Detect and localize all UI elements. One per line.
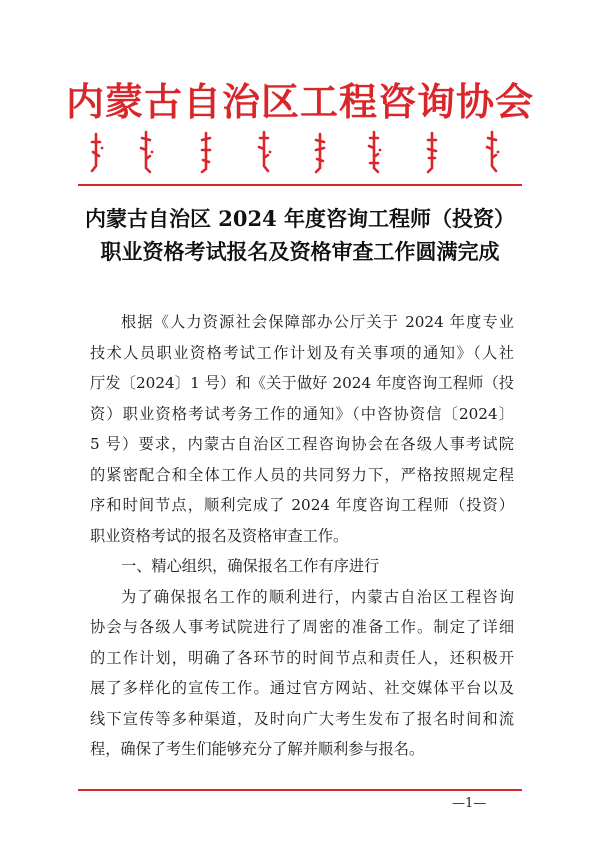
masthead-divider-line bbox=[78, 184, 522, 186]
title-line-2: 职业资格考试报名及资格审查工作圆满完成 bbox=[100, 239, 500, 264]
body-line: 技术人员职业资格考试工作计划及有关事项的通知》（人社 bbox=[90, 343, 514, 362]
body-line: 的紧密配合和全体工作人员的共同努力下，严格按照规定程 bbox=[90, 465, 514, 484]
section-heading: 一、精心组织，确保报名工作有序进行 bbox=[121, 557, 380, 575]
body-line: 根据《人力资源社会保障部办公厅关于 2024 年度专业 bbox=[121, 313, 514, 331]
body-line: 资）职业资格考试考务工作的通知》（中咨协资信〔2024〕 bbox=[90, 404, 514, 423]
footer-divider-line bbox=[78, 789, 522, 791]
body-line: 为了确保报名工作的顺利进行，内蒙古自治区工程咨询 bbox=[121, 587, 514, 606]
masthead-org-name: 内蒙古自治区工程咨询协会 bbox=[65, 79, 534, 124]
body-line: 厅发〔2024〕1 号）和《关于做好 2024 年度咨询工程师（投 bbox=[90, 374, 514, 392]
title-line-1: 内蒙古自治区 2024 年度咨询工程师（投资） bbox=[84, 206, 516, 231]
body-line: 程，确保了考生们能够充分了解并顺利参与报名。 bbox=[90, 740, 425, 758]
document-body bbox=[90, 307, 514, 765]
page-number: —1— bbox=[452, 796, 487, 811]
body-line: 协会与各级人事考试院进行了周密的准备工作。制定了详细 bbox=[90, 618, 514, 636]
body-line: 职业资格考试的报名及资格审查工作。 bbox=[90, 526, 349, 545]
body-line: 线下宣传等多种渠道，及时向广大考生发布了报名时间和流 bbox=[90, 709, 514, 728]
document-title bbox=[40, 202, 560, 268]
body-line: 展了多样化的宣传工作。通过官方网站、社交媒体平台以及 bbox=[90, 679, 514, 697]
body-line: 的工作计划，明确了各环节的时间节点和责任人，还积极开 bbox=[90, 648, 514, 667]
body-line: 序和时间节点，顺利完成了 2024 年度咨询工程师（投资） bbox=[90, 496, 514, 514]
masthead-mongolian-script bbox=[88, 128, 508, 174]
body-line: 5 号）要求，内蒙古自治区工程咨询协会在各级人事考试院 bbox=[90, 435, 514, 453]
